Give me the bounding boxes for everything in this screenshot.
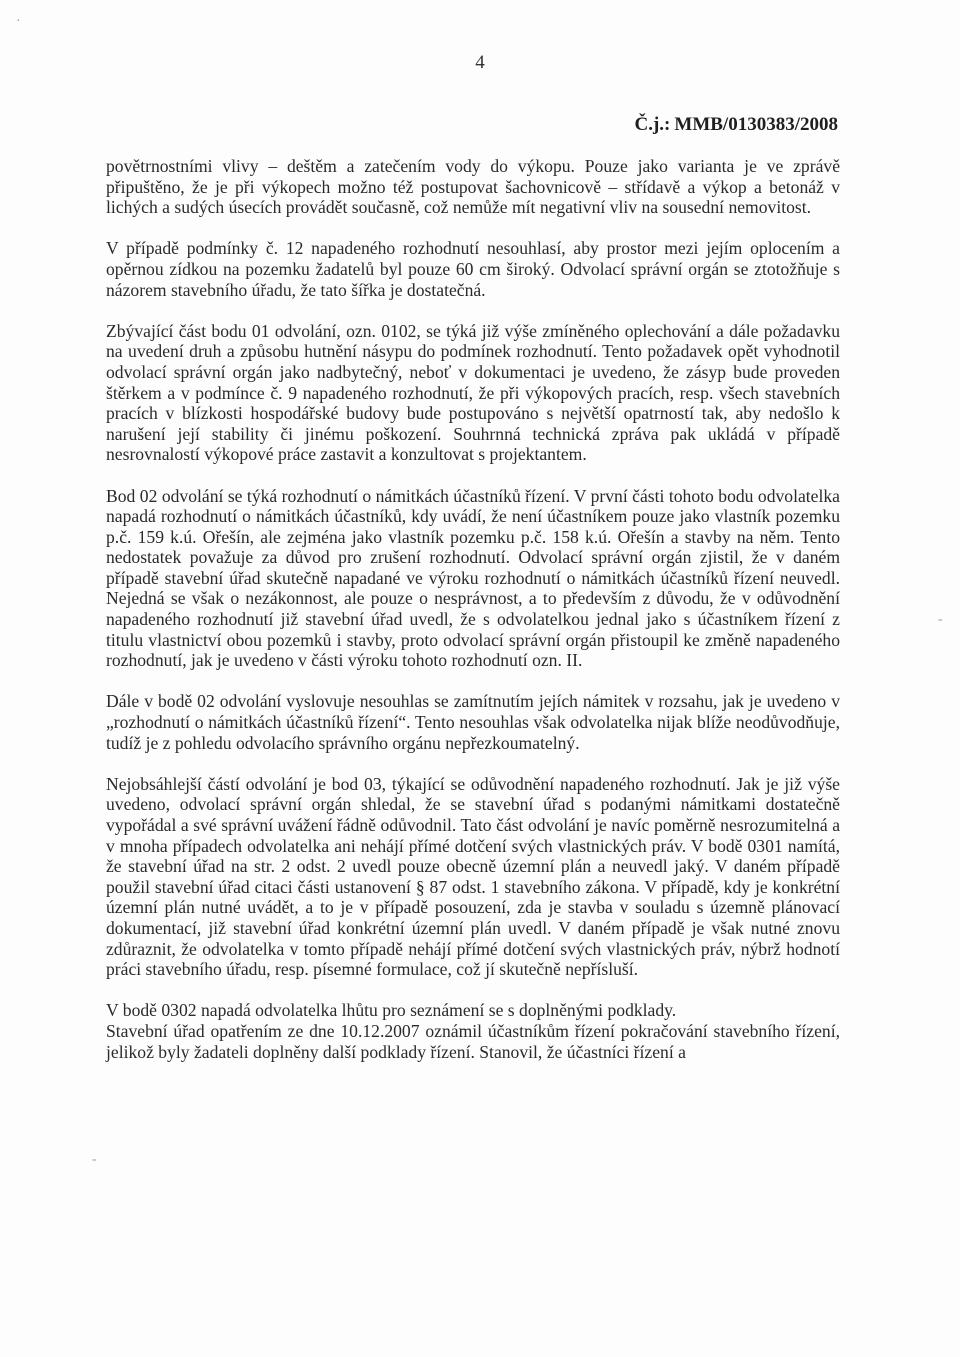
reference-value: MMB/0130383/2008 [674,114,838,135]
paragraph: Stavební úřad opatřením ze dne 10.12.2007 oznámil účastníkům řízení pokračování stavebního řízení, jelikož byly žadateli doplněny další podklady řízení. Stanovil, že účastníci řízení a [106,1020,840,1062]
paragraph: V bodě 0302 napadá odvolatelka lhůtu pro seznámení se s doplněnými podklady. [106,1000,677,1021]
document-body [106,156,840,1062]
paragraph: Bod 02 odvolání se týká rozhodnutí o námitkách účastníků řízení. V první části tohoto bodu odvolatelka napadá rozhodnutí o námitkách účastníků, kdy uvádí, že není účastníkem pouze jako vlastník pozemku p.č. 159 k.ú. Ořešín, ale zejména jako vlastník pozemku p.č. 158 k.ú. Ořešín a stavby na něm. Tento nedostatek považuje za důvod pro zrušení rozhodnutí. Odvolací správní orgán zjistil, že v daném případě stavební úřad skutečně napadané ve výroku rozhodnutí o námitkách účastníků řízení neuvedl. Nejedná se však o nezákonnost, ale pouze o nesprávnost, a to především z důvodu, že v odůvodnění napadeného rozhodnutí již stavební úřad uvedl, že s odvolatelkou jednal jako s účastníkem řízení z titulu vlastnictví obou pozemků i stavby, proto odvolací správní orgán přistoupil ke změně napadeného rozhodnutí, jak je uvedeno v části výroku tohoto rozhodnutí ozn. II. [106,485,840,671]
paragraph: V případě podmínky č. 12 napadeného rozhodnutí nesouhlasí, aby prostor mezi jejím oplocením a opěrnou zídkou na pozemku žadatelů byl pouze 60 cm široký. Odvolací správní orgán se ztotožňuje s názorem stavebního úřadu, že tato šířka je dostatečná. [106,238,840,300]
reference-number [635,114,839,136]
paragraph: Nejobsáhlejší částí odvolání je bod 03, týkající se odůvodnění napadeného rozhodnutí. Jak je již výše uvedeno, odvolací správní orgán shledal, že se stavební úřad s podanými námitkami dostatečně vypořádal a své správní uvážení řádně odůvodnil. Tato část odvolání je navíc poměrně nesrozumitelná a v mnoha případech odvolatelka ani nehájí přímé dotčení svých vlastnických práv. V bodě 0301 namítá, že stavební úřad na str. 2 odst. 2 uvedl pouze obecně územní plán a neuvedl jaký. V daném případě použil stavební úřad citaci části ustanovení § 87 odst. 1 stavebního zákona. V případě, kdy je konkrétní územní plán nutné uvádět, a to je v případě posouzení, zda je stavba v souladu s územně plánovací dokumentací, již stavební úřad konkrétní územní plán uvedl. V daném případě je však nutné znovu zdůraznit, že odvolatelka v tomto případě nehájí přímé dotčení svých vlastnických práv, nýbrž hodnotí práci stavebního úřadu, resp. písemné formulace, což jí skutečně nepřísluší. [106,773,840,980]
margin-dash: - [938,612,943,627]
reference-label: Č.j.: [634,114,671,135]
paragraph: Zbývající část bodu 01 odvolání, ozn. 0102, se týká již výše zmíněného oplechování a dále požadavku na uvedení druh a způsobu hutnění násypu do podmínek rozhodnutí. Tento požadavek opět vyhodnotil odvolací správní orgán jako nadbytečný, neboť v dokumentaci je uvedeno, že zásyp bude proveden štěrkem a v podmínce č. 9 napadeného rozhodnutí, že při výkopových pracích, resp. všech stavebních pracích v blízkosti hospodářské budovy bude postupováno s největší opatrností tak, aby nedošlo k narušení její stability či jinému poškození. Souhrnná technická zpráva pak ukládá v případě nesrovnalostí výkopové práce zastavit a konzultovat s projektantem. [106,320,840,465]
margin-dash: - [92,1152,97,1167]
page-number: 4 [475,52,485,73]
scan-speck: · [16,14,21,29]
paragraph: povětrnostními vlivy – deštěm a zatečením vody do výkopu. Pouze jako varianta je ve zprávě připuštěno, že je při výkopech možno též postupovat šachovnicově – střídavě a výkop a betonáž v lichých a sudých úsecích provádět současně, což nemůže mít negativní vliv na sousední nemovitost. [106,156,840,218]
paragraph: Dále v bodě 02 odvolání vyslovuje nesouhlas se zamítnutím jejích námitek v rozsahu, jak je uvedeno v „rozhodnutí o námitkách účastníků řízení“. Tento nesouhlas však odvolatelka nijak blíže neodůvodňuje, tudíž je z pohledu odvolacího správního orgánu nepřezkoumatelný. [106,691,840,753]
